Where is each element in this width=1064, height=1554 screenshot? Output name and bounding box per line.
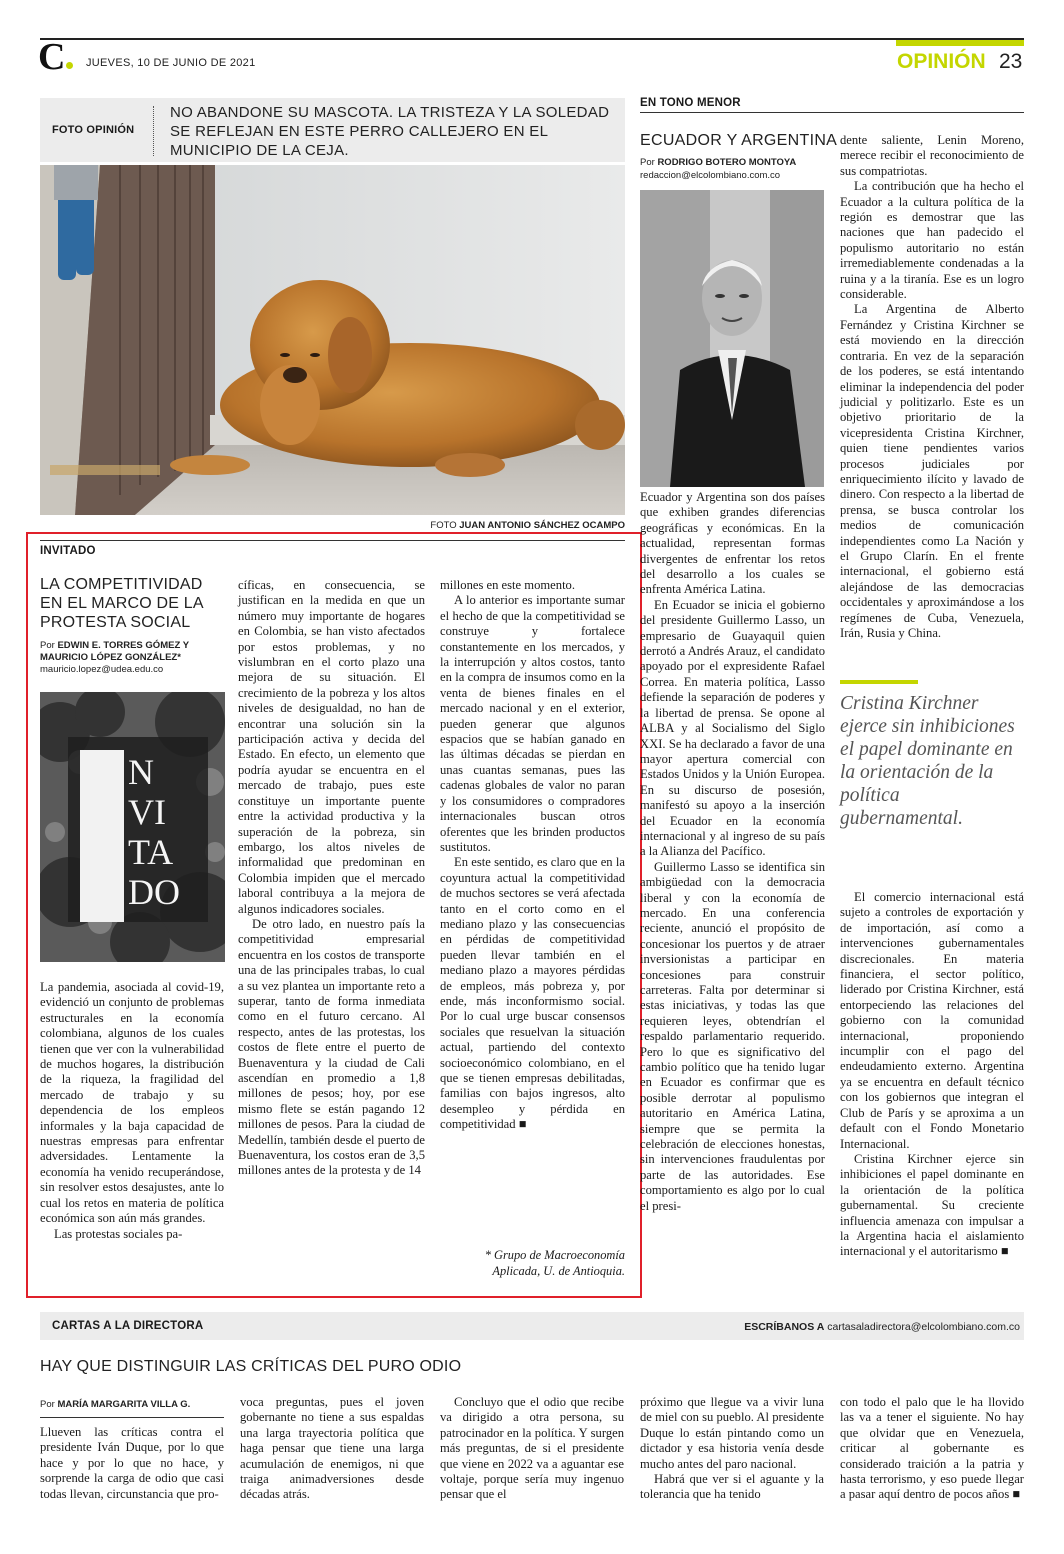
cartas-section-label: CARTAS A LA DIRECTORA xyxy=(52,1320,204,1332)
invitado-col-2: cíficas, en consecuencia, se justifican en la medida en que un número muy importante de hogares en Colombia, se han visto afectados por estos problemas, y no vislumbran en el corto plazo una mejora de su situación. El crecimiento de la pobreza y los altos niveles de desigualdad, no han de encontrar una solución sin la participación activa y decida del Estado. En efecto, un elemento que podría ayudar se encuentra en el mercado de trabajo, pues este constituye un importante puente entre la actividad productiva y la superación de la pobreza, sin embargo, los altos niveles de informalidad que predominan en Colombia impiden que el mercado laboral contribuya a la mejora de algunos indicadores sociales. De otro lado, en nuestro país la competitividad empresarial encuentra en los costos de transporte una de las principales trabas, lo cual a su vez plantea un importante reto a superar, tanto de forma inmediata como en el futuro cercano. Al respecto, antes de las protestas, los costos de flete entre el puerto de Buenaventura y la ciudad de Cali ascendían en promedio a 1,8 millones de pesos; hoy, por ese mismo flete se están pagando 12 millones de pesos. Para la ciudad de Medellín, también desde el puerto de Buenaventura, los costos eran de 3,5 millones antes de la protesta y de 14 xyxy=(238,578,425,1178)
invitado-title: LA COMPETITIVIDAD EN EL MARCO DE LA PROTESTA SOCIAL xyxy=(40,576,203,631)
tono-col-2: dente saliente, Lenin Moreno, merece recibir el reconocimiento de sus compatriotas. La contribución que ha hecho el Ecuador a la cultura política de la región es demostrar que las naciones que han padecido el populismo autoritario no están irremediablemente condenadas a la ruina y a la tiranía. Ese es un logro considerable. La Argentina de Alberto Fernández y Cristina Kirchner se está moviendo en la dirección contraria. En vez de la separación de los poderes, se está intentando eliminar la independencia del poder judicial y politizarlo. Este es un objetivo prioritario de la vicepresidenta Cristina Kirchner, quien tiene pendientes varios procesos judiciales por enriquecimiento ilícito y lavado de dinero. Con respecto a la libertad de prensa, se busca controlar los medios de comunicación independientes como La Nación y el Grupo Clarín. En el frente internacional, el gobierno está alejándose de las democracias occidentales y aproximándose a los regímenes de Cuba, Venezuela, Irán, Rusia y China. xyxy=(840,133,1024,640)
invitado-col-1: La pandemia, asociada al covid-19, evidenció un conjunto de problemas estructurales en la economía colombiana, algunos de los cuales tienen que ver con la vulnerabilidad de muchos hogares, la distribución de la riqueza, la fragilidad del mercado de trabajo y su dependencia de los empleos informales y la baja capacidad de nuestras empresas para enfrentar adversidades. Lentamente la economía ha venido recuperándose, sin resolver estos desajustes, ante lo cual los retos en materia de política económica son aún más grandes. Las protestas sociales pa- xyxy=(40,980,224,1241)
cartas-byline: Por MARÍA MARGARITA VILLA G. xyxy=(40,1399,191,1410)
cartas-col-2: voca preguntas, pues el joven gobernante no tiene a sus espaldas una larga trayectoria política que haga pensar que tiene una larga acumulación de enemigos, ni que traiga animadversiones desde décadas atrás. xyxy=(240,1395,424,1502)
tono-rule xyxy=(640,112,1024,113)
section-name: OPINIÓN xyxy=(897,50,986,73)
invitado-rule xyxy=(40,540,625,541)
tono-col-2b: El comercio internacional está sujeto a controles de exportación y de importación, así como a intervenciones gubernamentales discrecionales. En materia financiera, el sector político, liderado por Cristina Kirchner, está entorpeciendo las relaciones del gobierno con la comunidad internacional, proponiendo incumplir con el pago del endeudamiento externo. Argentina ya se encuentra en default técnico con los gobiernos que integran el Club de París y se aproxima a un default con el Fondo Monetario Internacional. Cristina Kirchner ejerce sin inhibiciones el papel dominante en la orientación de la política gubernamental. Su creciente influencia amenaza con impulsar a la Argentina hacia el aislamiento internacional y el autoritarismo ■ xyxy=(840,890,1024,1259)
tono-byline: Por RODRIGO BOTERO MONTOYA xyxy=(640,157,797,168)
cartas-byline-rule xyxy=(40,1417,224,1418)
dog-photo xyxy=(40,165,625,515)
tono-title: ECUADOR Y ARGENTINA xyxy=(640,132,838,149)
invitado-email: mauricio.lopez@udea.edu.co xyxy=(40,664,164,675)
foto-caption: NO ABANDONE SU MASCOTA. LA TRISTEZA Y LA SOLEDAD SE REFLEJAN EN ESTE PERRO CALLEJERO EN EL MUNICIPIO DE LA CEJA. xyxy=(170,104,610,159)
tono-col-1: Ecuador y Argentina son dos países que exhiben grandes diferencias geográficas y económicas. En la actualidad, representan formas divergentes de enfrentar los retos del desarrollo a los cuales se enfrenta América Latina. En Ecuador se inicia el gobierno del presidente Guillermo Lasso, un empresario de Guayaquil quien derrotó a Andrés Arauz, el candidato apoyado por el expresidente Rafael Correa. En materia política, Lasso defiende la separación de poderes y la libertad de prensa. Se opone al ALBA y al Socialismo del Siglo XXI. Se ha declarado a favor de una mayor apertura comercial con Estados Unidos y la Unión Europea. En su discurso de posesión, manifestó su apoyo a la inserción del Ecuador en la economía internacional y al ingreso de su país a la Alianza del Pacífico. Guillermo Lasso se identifica sin ambigüedad con la democracia liberal y con la economía de mercado. En una conferencia reciente, anunció el propósito de concesionar los puertos y de atraer inversionistas a participar en concesiones para construir carreteras. Falta por determinar si estas iniciativas, y todas las que requieren leyes, obtendrían el respaldo parlamentario requerido. Pero lo que es significativo del cambio político que ha tenido lugar en Ecuador es confirmar que es posible derrotar al populismo autoritario en América Latina, siempre que se permita la celebración de elecciones honestas, sin intervenciones fraudulentas por parte de las autoridades. Ese comportamiento es algo por lo cual el presi- xyxy=(640,490,825,1213)
author-photo xyxy=(640,190,824,487)
foto-credit: FOTO JUAN ANTONIO SÁNCHEZ OCAMPO xyxy=(430,520,625,531)
issue-date: JUEVES, 10 DE JUNIO DE 2021 xyxy=(86,57,256,69)
invitado-footnote: * Grupo de Macroeconomía Aplicada, U. de Antioquia. xyxy=(484,1248,625,1278)
cartas-write-to: ESCRÍBANOS A cartasaladirectora@elcolombiano.com.co xyxy=(744,1321,1020,1333)
tono-email: redaccion@elcolombiano.com.co xyxy=(640,170,781,181)
cartas-title: HAY QUE DISTINGUIR LAS CRÍTICAS DEL PURO ODIO xyxy=(40,1358,462,1375)
page-number: 23 xyxy=(999,50,1023,73)
logo: C xyxy=(38,40,73,74)
cartas-col-1: Llueven las críticas contra el presidente Iván Duque, por lo que hace y por lo que no hace, y sorprende la carga de odio que casi todas llevan, circunstancia que pro- xyxy=(40,1425,224,1501)
pull-quote: Cristina Kirchner ejerce sin inhibiciones el papel dominante en la orientación de la política gubernamental. xyxy=(840,693,1015,829)
cartas-email-link[interactable]: cartasaladirectora@elcolombiano.com.co xyxy=(827,1321,1020,1333)
invitado-badge-letters: N VI TA DO xyxy=(128,752,180,912)
cartas-col-5: con todo el palo que le ha llovido las va a tener el siguiente. No hay que olvidar que en Venezuela, criticar al gobernante es considerado traición a la patria y hasta terrorismo, y eso puede llegar a pasar aquí dentro de pocos años ■ xyxy=(840,1395,1024,1502)
invitado-byline: Por EDWIN E. TORRES GÓMEZ Y MAURICIO LÓPEZ GONZÁLEZ* xyxy=(40,640,189,663)
invitado-col-3: millones en este momento. A lo anterior es importante sumar el hecho de que la competitividad se construye y fortalece constantemente en los mercados, y la interrupción y altos costos, tanto en la compra de insumos como en la venta de bienes finales en el mercado nacional y en el exterior, pueden generar que algunos espacios que se habían ganado en las últimas décadas se pierdan en unas cuantas semanas, pues las cadenas globales de valor no paran y los consumidores o compradores internacionales buscan otros oferentes que les brinden productos sustitutos. En este sentido, es claro que en la coyuntura actual la competitividad de muchos sectores se verá afectada tanto en el corto como en el mediano plazo y las consecuencias en pérdidas de competitividad pueden llevar también en el mediano plazo a mayores pérdidas de empleos, más pobreza y, por ende, más inconformismo social. Por lo cual urge buscar consensos sociales que resuelvan la situación actual, partiendo del contexto socioeconómico colombiano, en el que se tienen empresas debilitadas, familias con bajos ingresos, alto desempleo y pérdida en competitividad ■ xyxy=(440,578,625,1132)
cartas-col-3: Concluyo que el odio que recibe va dirigido a otra persona, su patrocinador en la política. Y surgen más preguntas, de si el presidente que viene en 2022 va a aguantar ese voltaje, porque sería muy ingenuo pensar que el xyxy=(440,1395,624,1502)
cartas-col-4: próximo que llegue va a vivir luna de miel con su pueblo. Al presidente Duque lo están pintando como un dictador y esa historia venía desde mucho antes del paro nacional. Habrá que ver si el aguante y la tolerancia que ha tenido xyxy=(640,1395,824,1502)
pull-quote-accent xyxy=(840,680,918,684)
foto-divider xyxy=(153,106,154,156)
tono-section-label: EN TONO MENOR xyxy=(640,97,741,109)
foto-label: FOTO OPINIÓN xyxy=(52,124,135,136)
header-rule xyxy=(40,38,1024,40)
invitado-section-label: INVITADO xyxy=(40,545,96,557)
section-accent-bar xyxy=(896,40,1024,46)
